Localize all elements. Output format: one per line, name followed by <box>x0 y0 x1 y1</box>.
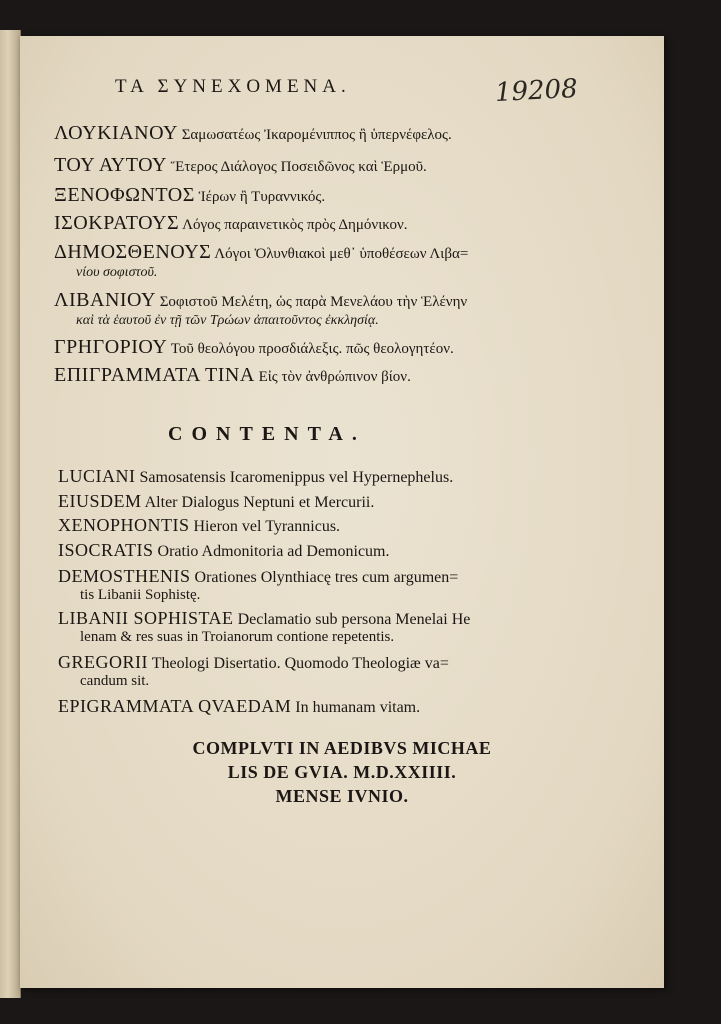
latin-entry-author: GREGORII <box>58 652 148 672</box>
latin-entry-text: Oratio Admonitoria ad Demonicum. <box>157 543 390 560</box>
greek-entry-author: ΙΣΟΚΡΑΤΟΥΣ <box>54 212 180 234</box>
greek-entry <box>54 184 325 207</box>
latin-entry <box>58 696 420 717</box>
latin-entry-continuation: lenam & res suas in Troianorum contione repetentis. <box>80 629 395 645</box>
greek-entry <box>54 289 467 312</box>
greek-entry-author: ΕΠΙΓΡΑΜΜΑΤΑ ΤΙΝΑ <box>54 364 255 386</box>
latin-entry-author: LUCIANI <box>58 466 136 486</box>
latin-entry-author: LIBANII SOPHISTAE <box>58 608 234 628</box>
greek-entry <box>54 241 468 264</box>
colophon-line: LIS DE GVIA. M.D.XXIIII. <box>227 762 457 782</box>
latin-entry-author: EIUSDEM <box>58 491 142 511</box>
latin-entry-text: Samosatensis Icaromenippus vel Hypernephelus. <box>139 469 454 486</box>
latin-entry <box>58 515 340 536</box>
greek-entry-author: ΛΙΒΑΝΙΟΥ <box>54 289 156 311</box>
book-spine <box>0 30 21 998</box>
greek-entry-text: Εἰς τὸν ἀνθρώπινον βίον. <box>258 369 411 385</box>
book-page <box>20 36 664 988</box>
greek-entry-text: Τοῦ θεολόγου προσδιάλεξις. πῶς θεολογητέον. <box>170 341 454 357</box>
latin-entry <box>58 652 449 673</box>
handwritten-shelfmark: 19208 <box>494 73 579 109</box>
colophon-line: MENSE IVNIO. <box>275 786 409 806</box>
latin-entry-continuation: candum sit. <box>80 673 150 689</box>
latin-entry-text: In humanam vitam. <box>295 699 421 716</box>
greek-entry-text: Λόγος παραινετικὸς πρὸς Δημόνικον. <box>182 217 408 233</box>
latin-entry-text: Alter Dialogus Neptuni et Mercurii. <box>144 494 375 511</box>
greek-entry-text: Ἱέρων ἢ Τυραννικός. <box>198 189 326 205</box>
greek-entry-author: ΓΡΗΓΟΡΙΟΥ <box>54 336 168 358</box>
latin-entry-author: ISOCRATIS <box>58 540 154 560</box>
latin-entry-text: Declamatio sub persona Menelai He <box>237 611 471 628</box>
latin-entry-text: Orationes Olynthiacę tres cum argumen= <box>194 569 459 586</box>
greek-entry <box>54 336 454 359</box>
greek-entry-text: Ἕτερος Διάλογος Ποσειδῶνος καὶ Ἑρμοῦ. <box>170 159 427 175</box>
latin-entry-text: Theologi Disertatio. Quomodo Theologiæ va= <box>151 655 449 672</box>
latin-entry <box>58 491 374 512</box>
latin-entry <box>58 466 453 487</box>
greek-entry-author: ΔΗΜΟΣΘΕΝΟΥΣ <box>54 241 212 263</box>
greek-entry-text: Λόγοι Ὀλυνθιακοὶ μεθ᾽ ὑποθέσεων Λιβα= <box>214 246 469 262</box>
latin-entry-continuation: tis Libanii Sophistę. <box>80 587 201 603</box>
latin-entry-author: DEMOSTHENIS <box>58 566 191 586</box>
colophon-line: COMPLVTI IN AEDIBVS MICHAE <box>192 738 492 758</box>
greek-entry-author: ΞΕΝΟΦΩΝΤΟΣ <box>54 184 195 206</box>
latin-entry <box>58 566 458 587</box>
greek-entry <box>54 122 452 145</box>
latin-entry <box>58 608 470 629</box>
greek-entry-author: ΤΟΥ ΑΥΤΟΥ <box>54 154 167 176</box>
latin-entry-author: XENOPHONTIS <box>58 515 190 535</box>
latin-contents-title: CONTENTA. <box>168 423 366 445</box>
greek-entry <box>54 212 408 235</box>
greek-entry <box>54 154 427 177</box>
latin-entry-text: Hieron vel Tyrannicus. <box>193 518 341 535</box>
latin-entry <box>58 540 389 561</box>
greek-contents-title: ΤΑ ΣΥΝΕΧΟΜΕΝΑ. <box>115 76 351 97</box>
greek-entry-continuation: νίου σοφιστοῦ. <box>76 265 158 280</box>
greek-entry-continuation: καὶ τὰ ἑαυτοῦ ἐν τῇ τῶν Τρώων ἀπαιτοῦντος ἐκκλησίᾳ. <box>76 313 379 328</box>
greek-entry-text: Σαμωσατέως Ἰκαρομένιππος ἢ ὑπερνέφελος. <box>181 127 452 143</box>
latin-entry-author: EPIGRAMMATA QVAEDAM <box>58 696 292 716</box>
greek-entry-author: ΛΟΥΚΙΑΝΟΥ <box>54 122 178 144</box>
greek-entry-text: Σοφιστοῦ Μελέτη, ὡς παρὰ Μενελάου τὴν Ἑλένην <box>159 294 468 310</box>
greek-entry <box>54 364 411 387</box>
